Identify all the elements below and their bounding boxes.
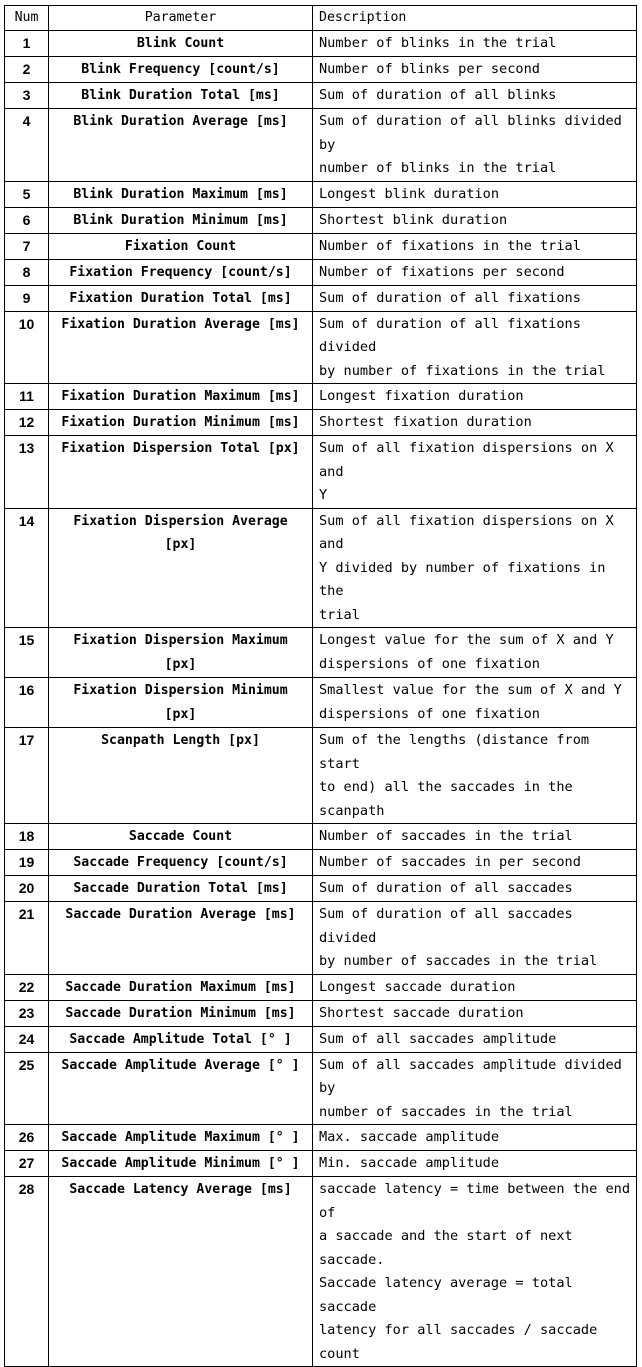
row-description: Longest value for the sum of X and Y dispersions of one fixation (313, 628, 637, 678)
table-row (5, 233, 637, 259)
row-description: Shortest saccade duration (313, 1000, 637, 1026)
row-num: 18 (5, 824, 49, 850)
row-parameter: Saccade Frequency [count/s] (49, 850, 313, 876)
table-row (5, 974, 637, 1000)
row-num: 7 (5, 233, 49, 259)
row-parameter: Saccade Amplitude Average [° ] (49, 1052, 313, 1125)
header-parameter: Parameter (49, 6, 313, 31)
row-parameter: Saccade Duration Average [ms] (49, 902, 313, 975)
table-row (5, 902, 637, 975)
row-num: 5 (5, 181, 49, 207)
row-description: Sum of all fixation dispersions on X and Y (313, 436, 637, 509)
table-row (5, 311, 637, 384)
row-num: 1 (5, 31, 49, 57)
row-parameter: Fixation Duration Maximum [ms] (49, 384, 313, 410)
row-num: 22 (5, 974, 49, 1000)
row-num: 10 (5, 311, 49, 384)
row-parameter: Blink Count (49, 31, 313, 57)
row-description: Sum of all saccades amplitude (313, 1026, 637, 1052)
table-row (5, 850, 637, 876)
row-num: 21 (5, 902, 49, 975)
table-row (5, 109, 637, 182)
table-row (5, 1125, 637, 1151)
table-header (5, 6, 637, 31)
table-row (5, 1151, 637, 1177)
table-row (5, 181, 637, 207)
table-row (5, 436, 637, 509)
row-num: 12 (5, 410, 49, 436)
row-num: 28 (5, 1177, 49, 1367)
row-num: 17 (5, 728, 49, 824)
row-description: Longest fixation duration (313, 384, 637, 410)
table-row (5, 207, 637, 233)
row-parameter: Saccade Amplitude Maximum [° ] (49, 1125, 313, 1151)
row-description: Shortest fixation duration (313, 410, 637, 436)
row-parameter: Blink Duration Maximum [ms] (49, 181, 313, 207)
row-num: 14 (5, 508, 49, 628)
row-num: 11 (5, 384, 49, 410)
header-num: Num (5, 6, 49, 31)
table-row (5, 1052, 637, 1125)
row-num: 26 (5, 1125, 49, 1151)
row-num: 19 (5, 850, 49, 876)
row-description: Sum of duration of all blinks divided by number of blinks in the trial (313, 109, 637, 182)
row-parameter: Saccade Amplitude Total [° ] (49, 1026, 313, 1052)
row-parameter: Saccade Amplitude Minimum [° ] (49, 1151, 313, 1177)
row-description: Sum of duration of all blinks (313, 83, 637, 109)
table-row (5, 1177, 637, 1367)
row-parameter: Saccade Duration Total [ms] (49, 876, 313, 902)
row-description: Number of blinks in the trial (313, 31, 637, 57)
table-row (5, 31, 637, 57)
row-num: 2 (5, 57, 49, 83)
row-parameter: Saccade Count (49, 824, 313, 850)
row-description: Min. saccade amplitude (313, 1151, 637, 1177)
row-parameter: Fixation Dispersion Total [px] (49, 436, 313, 509)
row-num: 23 (5, 1000, 49, 1026)
table-row (5, 728, 637, 824)
row-parameter: Saccade Duration Maximum [ms] (49, 974, 313, 1000)
row-num: 15 (5, 628, 49, 678)
row-description: Sum of duration of all saccades divided by number of saccades in the trial (313, 902, 637, 975)
table-row (5, 1026, 637, 1052)
row-description: Number of blinks per second (313, 57, 637, 83)
table-row (5, 824, 637, 850)
row-parameter: Blink Duration Minimum [ms] (49, 207, 313, 233)
table-row (5, 83, 637, 109)
header-row (5, 6, 637, 31)
table-row (5, 285, 637, 311)
row-description: Sum of all saccades amplitude divided by number of saccades in the trial (313, 1052, 637, 1125)
row-description: Longest blink duration (313, 181, 637, 207)
row-parameter: Fixation Duration Minimum [ms] (49, 410, 313, 436)
row-description: Max. saccade amplitude (313, 1125, 637, 1151)
row-parameter: Blink Frequency [count/s] (49, 57, 313, 83)
table-row (5, 1000, 637, 1026)
row-num: 13 (5, 436, 49, 509)
row-description: Smallest value for the sum of X and Y dispersions of one fixation (313, 678, 637, 728)
row-parameter: Fixation Count (49, 233, 313, 259)
row-parameter: Fixation Dispersion Minimum [px] (49, 678, 313, 728)
row-description: Number of fixations per second (313, 259, 637, 285)
row-num: 8 (5, 259, 49, 285)
parameter-table (4, 5, 637, 1367)
row-parameter: Saccade Duration Minimum [ms] (49, 1000, 313, 1026)
row-parameter: Fixation Duration Average [ms] (49, 311, 313, 384)
row-description: Longest saccade duration (313, 974, 637, 1000)
table-row (5, 384, 637, 410)
row-num: 16 (5, 678, 49, 728)
table-body (5, 31, 637, 1367)
row-num: 4 (5, 109, 49, 182)
row-description: Sum of all fixation dispersions on X and Y divided by number of fixations in the trial (313, 508, 637, 628)
row-parameter: Fixation Frequency [count/s] (49, 259, 313, 285)
row-description: Sum of duration of all saccades (313, 876, 637, 902)
table-row (5, 508, 637, 628)
header-description: Description (313, 6, 637, 31)
row-description: Shortest blink duration (313, 207, 637, 233)
row-num: 20 (5, 876, 49, 902)
row-description: Sum of duration of all fixations (313, 285, 637, 311)
row-description: Number of saccades in the trial (313, 824, 637, 850)
table-row (5, 678, 637, 728)
row-parameter: Fixation Duration Total [ms] (49, 285, 313, 311)
table-row (5, 57, 637, 83)
row-num: 3 (5, 83, 49, 109)
row-description: saccade latency = time between the end of a saccade and the start of next saccade. Saccade latency average = total saccade latency for all saccades / saccade count (313, 1177, 637, 1367)
row-description: Sum of duration of all fixations divided by number of fixations in the trial (313, 311, 637, 384)
row-description: Sum of the lengths (distance from start to end) all the saccades in the scanpath (313, 728, 637, 824)
row-parameter: Blink Duration Total [ms] (49, 83, 313, 109)
row-description: Number of saccades in per second (313, 850, 637, 876)
row-num: 27 (5, 1151, 49, 1177)
row-num: 6 (5, 207, 49, 233)
row-num: 24 (5, 1026, 49, 1052)
table-row (5, 628, 637, 678)
row-description: Number of fixations in the trial (313, 233, 637, 259)
row-parameter: Saccade Latency Average [ms] (49, 1177, 313, 1367)
row-num: 25 (5, 1052, 49, 1125)
table-row (5, 259, 637, 285)
row-parameter: Fixation Dispersion Average [px] (49, 508, 313, 628)
row-parameter: Scanpath Length [px] (49, 728, 313, 824)
table-row (5, 410, 637, 436)
row-parameter: Blink Duration Average [ms] (49, 109, 313, 182)
row-parameter: Fixation Dispersion Maximum [px] (49, 628, 313, 678)
row-num: 9 (5, 285, 49, 311)
table-row (5, 876, 637, 902)
